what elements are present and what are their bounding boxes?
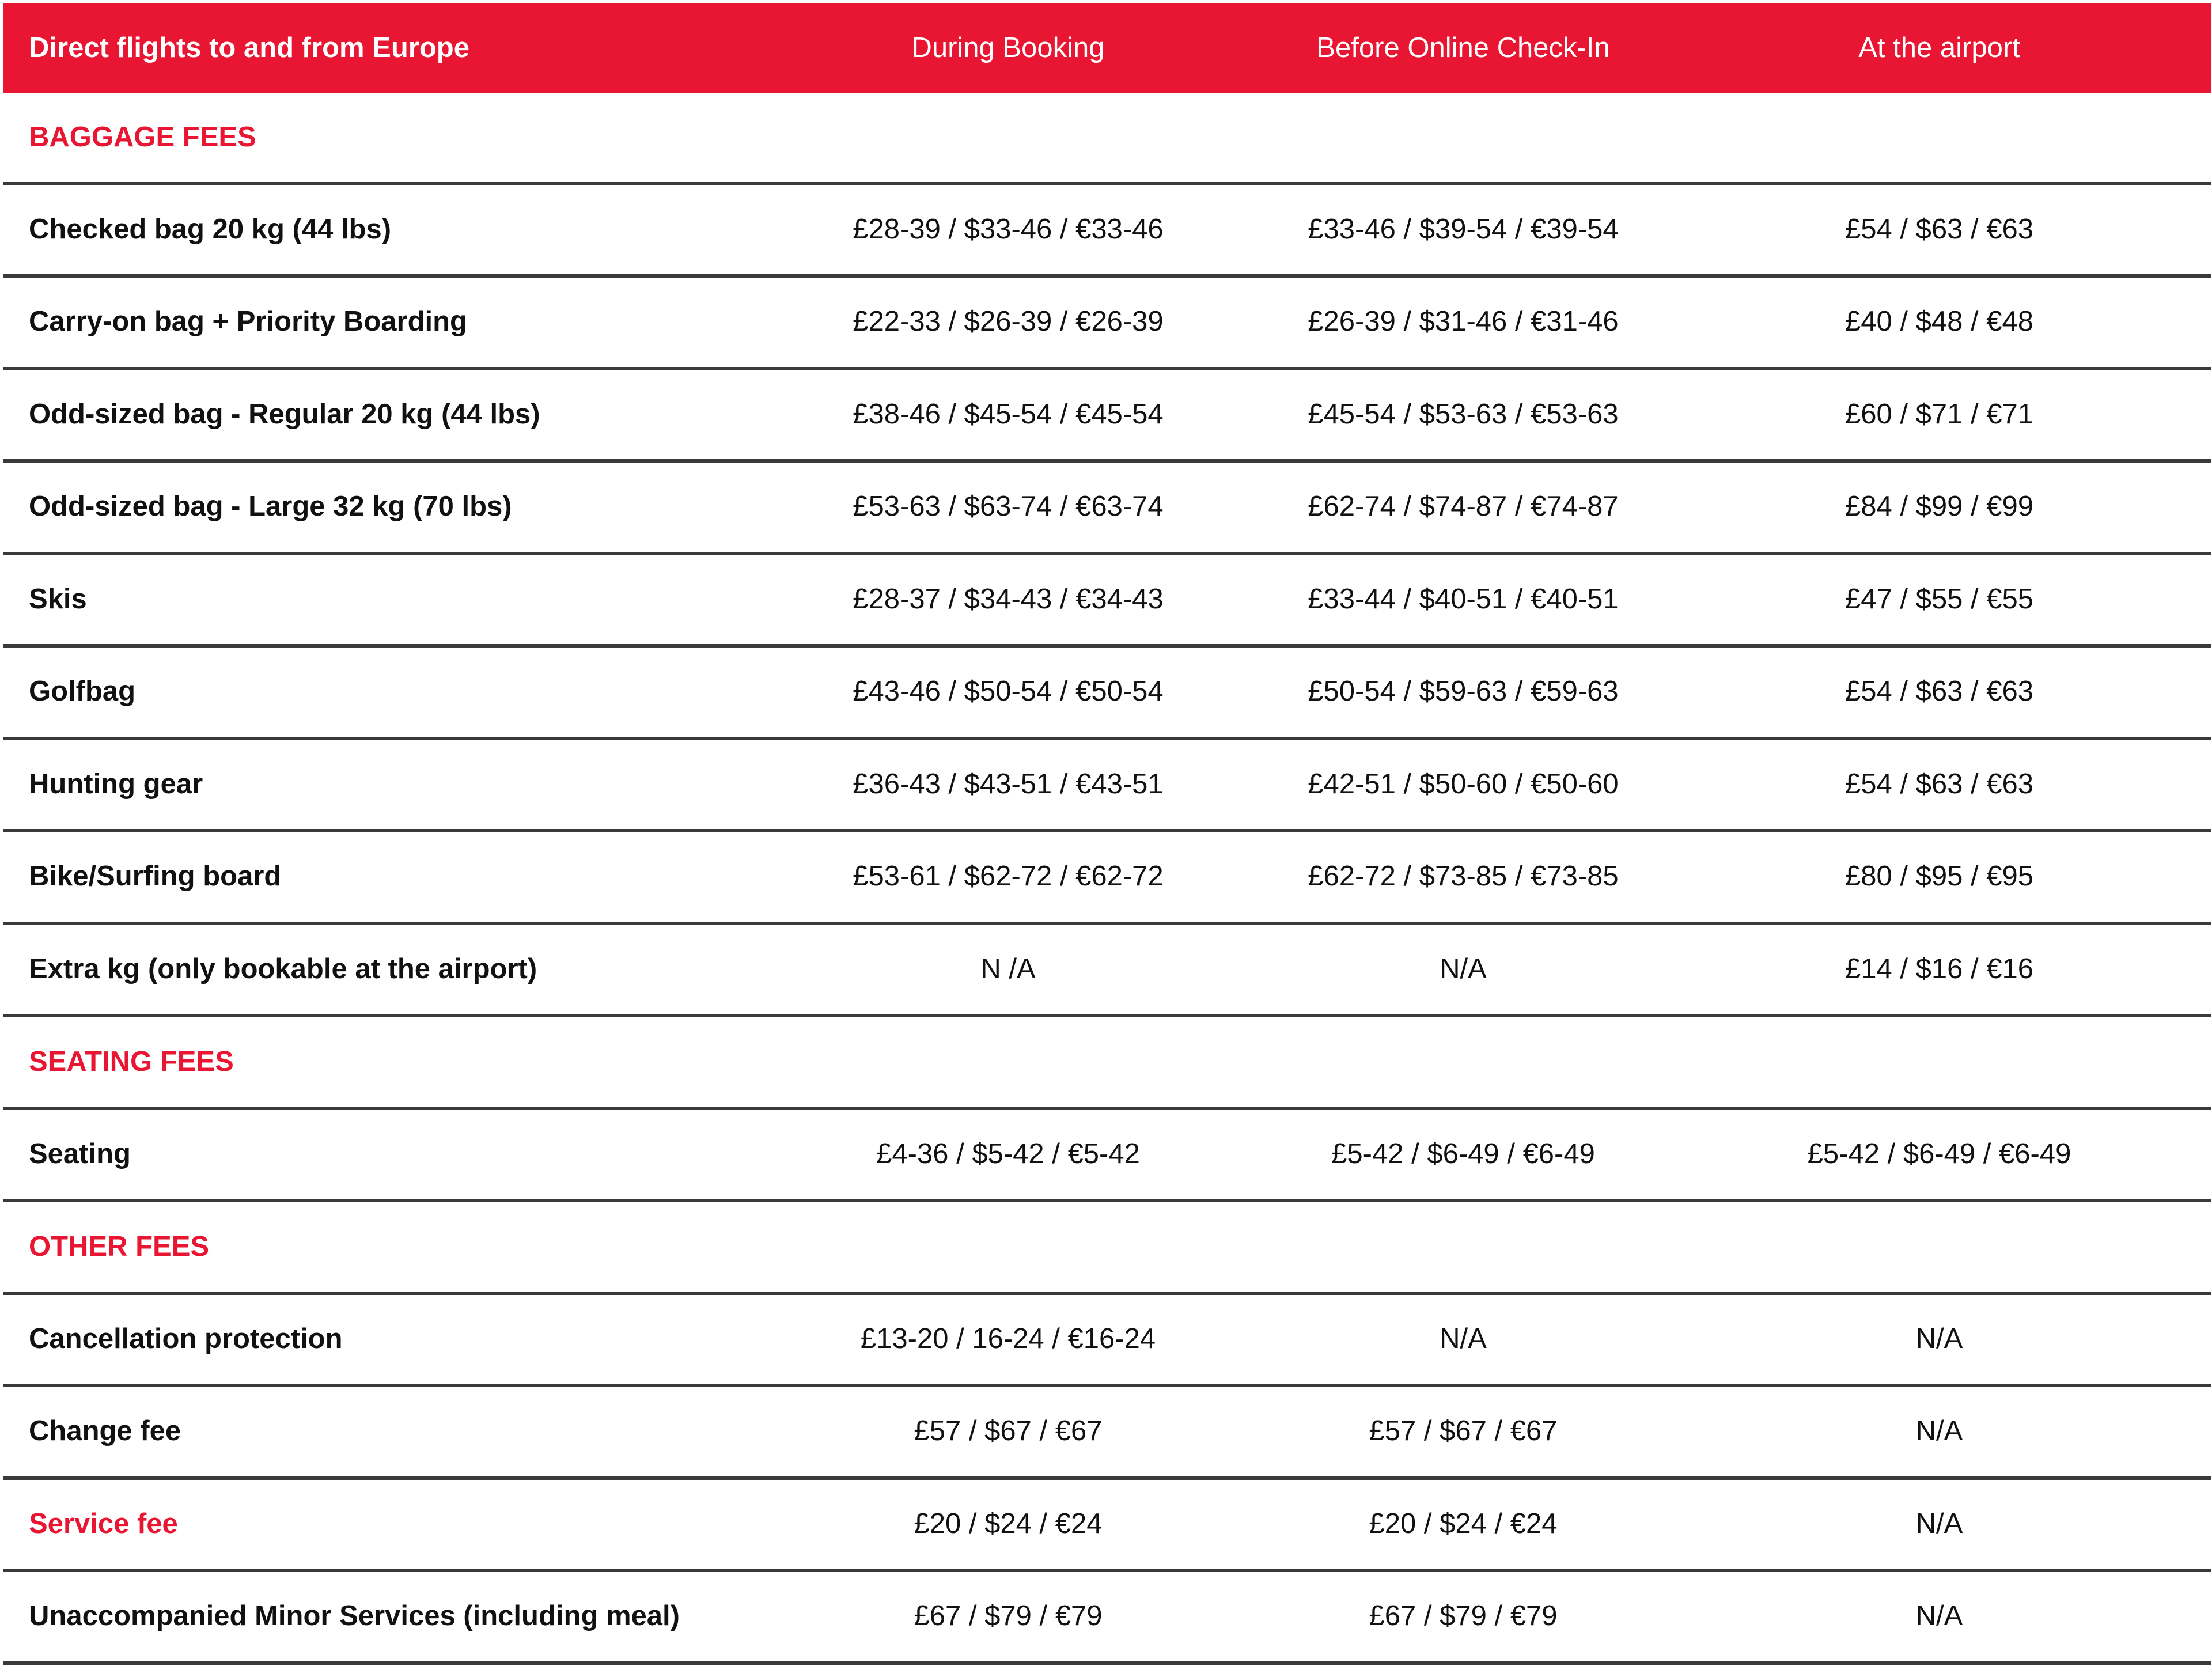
section-title: SEATING FEES	[29, 1046, 234, 1078]
cell-before-checkin: £33-44 / $40-51 / €40-51	[1308, 583, 1619, 615]
cell-at-airport: £54 / $63 / €63	[1845, 676, 2033, 707]
table-row	[3, 1480, 2211, 1573]
cell-before-checkin: £26-39 / $31-46 / €31-46	[1308, 306, 1619, 338]
cell-during-booking: £20 / $24 / €24	[914, 1508, 1103, 1539]
cell-at-airport: N/A	[1915, 1600, 1963, 1632]
cell-during-booking: £53-63 / $63-74 / €63-74	[853, 491, 1164, 522]
table-row	[3, 278, 2211, 370]
row-label: Bike/Surfing board	[29, 861, 282, 892]
cell-before-checkin: N/A	[1440, 953, 1487, 985]
table-row	[3, 740, 2211, 833]
cell-during-booking: £57 / $67 / €67	[914, 1415, 1103, 1447]
section-title: OTHER FEES	[29, 1231, 210, 1263]
table-row	[3, 1110, 2211, 1203]
row-label: Skis	[29, 583, 87, 615]
header-col-at-airport: At the airport	[1858, 32, 2020, 63]
cell-before-checkin: N/A	[1440, 1323, 1487, 1354]
cell-during-booking: £22-33 / $26-39 / €26-39	[853, 306, 1164, 338]
cell-before-checkin: £62-72 / $73-85 / €73-85	[1308, 861, 1619, 892]
row-label: Seating	[29, 1138, 131, 1169]
cell-during-booking: £36-43 / $43-51 / €43-51	[853, 768, 1164, 800]
header-col-before-checkin: Before Online Check-In	[1316, 32, 1610, 63]
table-row	[3, 832, 2211, 925]
cell-at-airport: N/A	[1915, 1508, 1963, 1539]
section-title: BAGGAGE FEES	[29, 122, 256, 153]
cell-at-airport: £14 / $16 / €16	[1845, 953, 2033, 985]
cell-during-booking: £38-46 / $45-54 / €45-54	[853, 398, 1164, 430]
header-title: Direct flights to and from Europe	[29, 32, 469, 63]
cell-before-checkin: £50-54 / $59-63 / €59-63	[1308, 676, 1619, 707]
section-other-fees	[3, 1202, 2211, 1295]
table-row	[3, 185, 2211, 278]
section-baggage-fees	[3, 93, 2211, 185]
cell-during-booking: £43-46 / $50-54 / €50-54	[853, 676, 1164, 707]
cell-during-booking: N /A	[980, 953, 1036, 985]
cell-at-airport: £54 / $63 / €63	[1845, 213, 2033, 245]
cell-at-airport: £80 / $95 / €95	[1845, 861, 2033, 892]
row-label: Cancellation protection	[29, 1323, 343, 1354]
row-label: Carry-on bag + Priority Boarding	[29, 306, 467, 338]
cell-before-checkin: £62-74 / $74-87 / €74-87	[1308, 491, 1619, 522]
header-col-during-booking: During Booking	[911, 32, 1105, 63]
cell-before-checkin: £20 / $24 / €24	[1369, 1508, 1558, 1539]
cell-at-airport: £54 / $63 / €63	[1845, 768, 2033, 800]
cell-before-checkin: £45-54 / $53-63 / €53-63	[1308, 398, 1619, 430]
table-row	[3, 463, 2211, 555]
cell-before-checkin: £67 / $79 / €79	[1369, 1600, 1558, 1632]
row-label: Odd-sized bag - Regular 20 kg (44 lbs)	[29, 398, 540, 430]
section-seating-fees	[3, 1017, 2211, 1110]
row-label: Checked bag 20 kg (44 lbs)	[29, 213, 392, 245]
row-label: Unaccompanied Minor Services (including meal)	[29, 1600, 680, 1632]
row-label: Change fee	[29, 1415, 181, 1447]
cell-during-booking: £13-20 / 16-24 / €16-24	[860, 1323, 1156, 1354]
cell-during-booking: £28-37 / $34-43 / €34-43	[853, 583, 1164, 615]
cell-at-airport: N/A	[1915, 1415, 1963, 1447]
table-row	[3, 1295, 2211, 1388]
cell-during-booking: £4-36 / $5-42 / €5-42	[876, 1138, 1140, 1169]
table-row	[3, 1387, 2211, 1480]
table-header	[3, 3, 2211, 93]
row-label: Odd-sized bag - Large 32 kg (70 lbs)	[29, 491, 512, 522]
cell-at-airport: £40 / $48 / €48	[1845, 306, 2033, 338]
cell-before-checkin: £42-51 / $50-60 / €50-60	[1308, 768, 1619, 800]
cell-before-checkin: £5-42 / $6-49 / €6-49	[1331, 1138, 1595, 1169]
table-row	[3, 555, 2211, 648]
cell-at-airport: N/A	[1915, 1323, 1963, 1354]
cell-at-airport: £5-42 / $6-49 / €6-49	[1807, 1138, 2071, 1169]
cell-at-airport: £47 / $55 / €55	[1845, 583, 2033, 615]
fee-table	[3, 3, 2211, 1665]
cell-before-checkin: £57 / $67 / €67	[1369, 1415, 1558, 1447]
row-label: Extra kg (only bookable at the airport)	[29, 953, 537, 985]
table-row	[3, 1572, 2211, 1665]
cell-during-booking: £53-61 / $62-72 / €62-72	[853, 861, 1164, 892]
cell-at-airport: £84 / $99 / €99	[1845, 491, 2033, 522]
table-row	[3, 925, 2211, 1018]
row-label: Golfbag	[29, 676, 136, 707]
cell-during-booking: £28-39 / $33-46 / €33-46	[853, 213, 1164, 245]
cell-during-booking: £67 / $79 / €79	[914, 1600, 1103, 1632]
cell-before-checkin: £33-46 / $39-54 / €39-54	[1308, 213, 1619, 245]
table-row	[3, 370, 2211, 463]
table-row	[3, 648, 2211, 740]
row-label: Service fee	[29, 1508, 178, 1539]
row-label: Hunting gear	[29, 768, 203, 800]
cell-at-airport: £60 / $71 / €71	[1845, 398, 2033, 430]
